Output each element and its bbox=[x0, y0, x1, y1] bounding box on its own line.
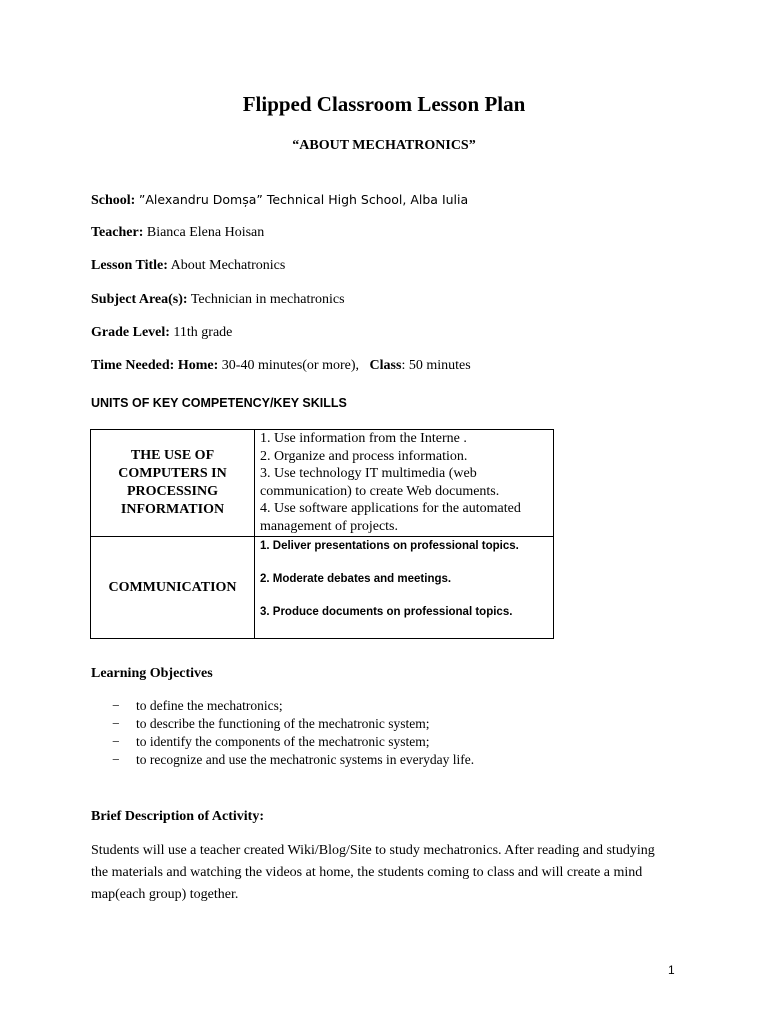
skill-item: communication) to create Web documents. bbox=[260, 483, 500, 499]
grade-level-value: 11th grade bbox=[173, 325, 233, 340]
teacher-label: Teacher: bbox=[91, 225, 144, 240]
list-item bbox=[112, 715, 474, 733]
category-line: THE USE OF bbox=[130, 448, 215, 463]
skill-item: 3. Produce documents on professional topics. bbox=[260, 606, 513, 618]
skill-item: 3. Use technology IT multimedia (web bbox=[260, 466, 477, 481]
skill-item: 2. Moderate debates and meetings. bbox=[260, 573, 452, 585]
objective-text: to define the mechatronics; bbox=[136, 698, 283, 713]
dash-bullet: − bbox=[112, 752, 120, 767]
time-needed-field bbox=[91, 358, 471, 374]
category-line: INFORMATION bbox=[120, 502, 225, 517]
objective-text: to recognize and use the mechatronic systems in everyday life. bbox=[136, 752, 475, 767]
skill-item: 1. Deliver presentations on professional topics. bbox=[260, 540, 519, 552]
lesson-title-field bbox=[91, 258, 285, 274]
dash-bullet: − bbox=[112, 698, 120, 713]
lesson-title-value: About Mechatronics bbox=[170, 258, 286, 273]
class-value: : 50 minutes bbox=[401, 358, 471, 373]
school-field bbox=[91, 192, 468, 209]
category-cell bbox=[91, 430, 255, 537]
units-heading: UNITS OF KEY COMPETENCY/KEY SKILLS bbox=[91, 396, 347, 410]
school-label: School: bbox=[91, 193, 136, 208]
category-line: PROCESSING bbox=[126, 484, 219, 499]
skill-item: 1. Use information from the Interne . bbox=[260, 431, 467, 446]
table-row bbox=[91, 537, 554, 639]
brief-description-text: Students will use a teacher created Wiki/Blog/Site to study mechatronics. After reading and studying the materials and watching the videos at home, the students coming to class and will create a mind map(each group) together. bbox=[91, 843, 655, 902]
skill-item: 2. Organize and process information. bbox=[260, 448, 468, 464]
home-value: 30-40 minutes(or more), bbox=[221, 358, 360, 373]
category-line: COMPUTERS IN bbox=[118, 466, 227, 481]
brief-description-heading: Brief Description of Activity: bbox=[91, 809, 265, 824]
skill-item: management of projects. bbox=[260, 518, 399, 534]
objective-text: to identify the components of the mechatronic system; bbox=[136, 734, 430, 749]
teacher-value: Bianca Elena Hoisan bbox=[146, 225, 265, 240]
dash-bullet: − bbox=[112, 716, 120, 731]
document-subtitle: “ABOUT MECHATRONICS” bbox=[292, 138, 476, 153]
grade-level-label: Grade Level: bbox=[91, 325, 170, 340]
skills-items-cell bbox=[255, 537, 554, 639]
learning-objectives-heading: Learning Objectives bbox=[91, 666, 213, 681]
list-item bbox=[112, 733, 474, 751]
list-item bbox=[112, 697, 474, 715]
learning-objectives-list bbox=[112, 697, 474, 769]
category-cell bbox=[91, 537, 255, 639]
page-number: 1 bbox=[668, 963, 675, 977]
subject-area-field bbox=[91, 292, 345, 308]
subject-area-value: Technician in mechatronics bbox=[190, 292, 345, 307]
time-needed-label: Time Needed: bbox=[91, 358, 175, 373]
table-row bbox=[91, 430, 554, 537]
teacher-field bbox=[91, 225, 264, 241]
category-line: COMMUNICATION bbox=[108, 579, 237, 595]
school-value: ”Alexandru Domșa” Technical High School, Alba Iulia bbox=[138, 192, 469, 207]
class-label: Class bbox=[369, 358, 402, 373]
home-label: Home: bbox=[177, 358, 219, 373]
lesson-title-label: Lesson Title: bbox=[91, 258, 168, 273]
document-title: Flipped Classroom Lesson Plan bbox=[242, 92, 526, 116]
list-item bbox=[112, 751, 474, 769]
skill-item: 4. Use software applications for the automated bbox=[260, 501, 521, 516]
objective-text: to describe the functioning of the mechatronic system; bbox=[136, 716, 430, 731]
skills-items-cell bbox=[255, 430, 554, 537]
skills-table bbox=[90, 429, 554, 639]
dash-bullet: − bbox=[112, 734, 120, 749]
subject-area-label: Subject Area(s): bbox=[91, 292, 188, 307]
grade-level-field bbox=[91, 325, 232, 341]
